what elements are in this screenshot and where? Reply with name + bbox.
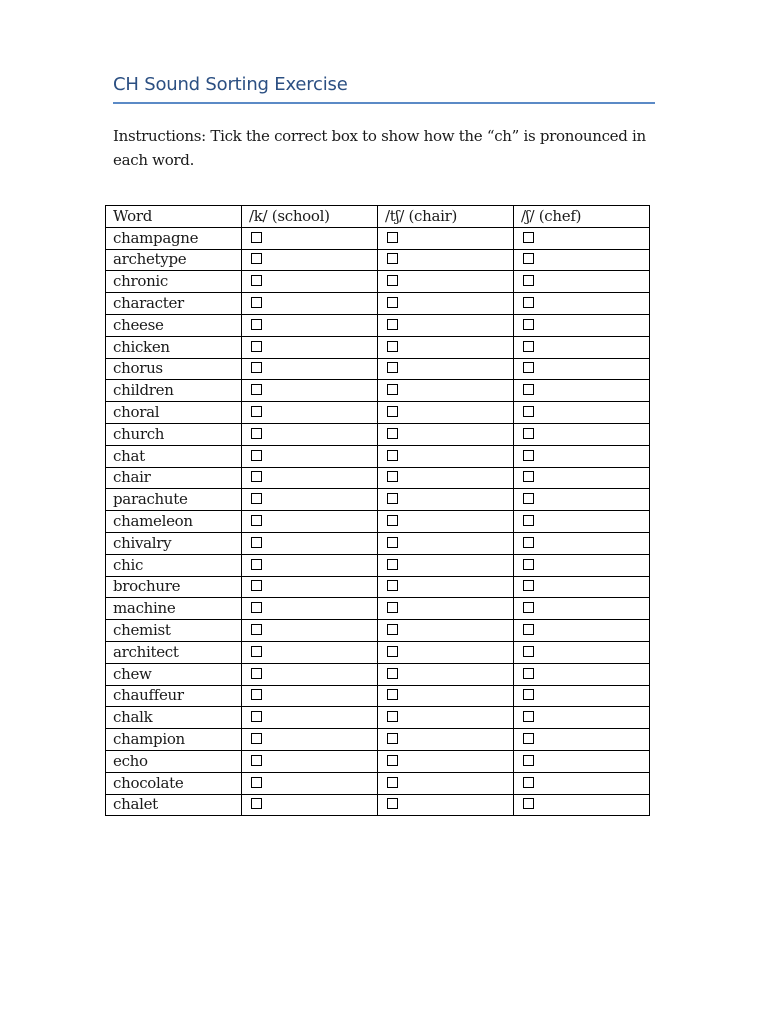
checkbox-cell-tsh-sound xyxy=(378,489,514,511)
checkbox-cell-k-sound xyxy=(242,641,378,663)
checkbox-icon[interactable] xyxy=(387,777,398,788)
checkbox-icon[interactable] xyxy=(523,297,534,308)
checkbox-cell-k-sound xyxy=(242,511,378,533)
table-row xyxy=(106,511,650,533)
table-row xyxy=(106,620,650,642)
checkbox-icon[interactable] xyxy=(387,297,398,308)
word-cell: parachute xyxy=(106,489,242,511)
checkbox-icon[interactable] xyxy=(523,580,534,591)
checkbox-cell-sh-sound xyxy=(514,271,650,293)
checkbox-icon[interactable] xyxy=(523,602,534,613)
checkbox-cell-k-sound xyxy=(242,576,378,598)
checkbox-cell-sh-sound xyxy=(514,532,650,554)
table-row xyxy=(106,358,650,380)
checkbox-icon[interactable] xyxy=(251,559,262,570)
word-cell: chicken xyxy=(106,336,242,358)
header-tsh-sound: /tʃ/ (chair) xyxy=(378,206,514,228)
checkbox-icon[interactable] xyxy=(387,319,398,330)
checkbox-icon[interactable] xyxy=(387,275,398,286)
checkbox-cell-sh-sound xyxy=(514,511,650,533)
table-row xyxy=(106,707,650,729)
checkbox-cell-sh-sound xyxy=(514,554,650,576)
checkbox-cell-tsh-sound xyxy=(378,794,514,816)
checkbox-cell-k-sound xyxy=(242,532,378,554)
checkbox-icon[interactable] xyxy=(523,755,534,766)
checkbox-icon[interactable] xyxy=(251,515,262,526)
checkbox-cell-k-sound xyxy=(242,663,378,685)
table-row xyxy=(106,489,650,511)
table-row xyxy=(106,750,650,772)
checkbox-icon[interactable] xyxy=(251,537,262,548)
checkbox-cell-k-sound xyxy=(242,750,378,772)
checkbox-cell-k-sound xyxy=(242,423,378,445)
checkbox-icon[interactable] xyxy=(523,319,534,330)
table-row xyxy=(106,554,650,576)
checkbox-icon[interactable] xyxy=(251,493,262,504)
checkbox-icon[interactable] xyxy=(387,471,398,482)
checkbox-cell-sh-sound xyxy=(514,576,650,598)
checkbox-cell-tsh-sound xyxy=(378,336,514,358)
checkbox-cell-k-sound xyxy=(242,598,378,620)
checkbox-icon[interactable] xyxy=(251,384,262,395)
checkbox-cell-tsh-sound xyxy=(378,772,514,794)
checkbox-icon[interactable] xyxy=(251,471,262,482)
table-row xyxy=(106,467,650,489)
checkbox-cell-tsh-sound xyxy=(378,314,514,336)
checkbox-icon[interactable] xyxy=(387,689,398,700)
checkbox-icon[interactable] xyxy=(251,297,262,308)
header-sh-sound: /ʃ/ (chef) xyxy=(514,206,650,228)
table-row xyxy=(106,271,650,293)
document-title: CH Sound Sorting Exercise xyxy=(113,74,348,95)
checkbox-icon[interactable] xyxy=(251,275,262,286)
checkbox-cell-sh-sound xyxy=(514,402,650,424)
word-cell: architect xyxy=(106,641,242,663)
checkbox-cell-sh-sound xyxy=(514,423,650,445)
checkbox-icon[interactable] xyxy=(387,362,398,373)
checkbox-icon[interactable] xyxy=(251,602,262,613)
checkbox-icon[interactable] xyxy=(387,537,398,548)
table-row xyxy=(106,227,650,249)
checkbox-icon[interactable] xyxy=(387,341,398,352)
checkbox-cell-sh-sound xyxy=(514,750,650,772)
checkbox-icon[interactable] xyxy=(251,428,262,439)
checkbox-icon[interactable] xyxy=(523,253,534,264)
word-cell: chat xyxy=(106,445,242,467)
table-row xyxy=(106,249,650,271)
header-row xyxy=(106,206,650,228)
title-divider xyxy=(113,102,655,104)
checkbox-cell-k-sound xyxy=(242,314,378,336)
word-cell: children xyxy=(106,380,242,402)
checkbox-icon[interactable] xyxy=(251,341,262,352)
checkbox-cell-tsh-sound xyxy=(378,249,514,271)
table-row xyxy=(106,445,650,467)
checkbox-cell-sh-sound xyxy=(514,314,650,336)
checkbox-cell-k-sound xyxy=(242,707,378,729)
word-cell: champagne xyxy=(106,227,242,249)
checkbox-icon[interactable] xyxy=(251,253,262,264)
checkbox-cell-k-sound xyxy=(242,227,378,249)
checkbox-cell-tsh-sound xyxy=(378,707,514,729)
checkbox-icon[interactable] xyxy=(251,646,262,657)
checkbox-cell-tsh-sound xyxy=(378,729,514,751)
checkbox-icon[interactable] xyxy=(251,711,262,722)
checkbox-cell-k-sound xyxy=(242,685,378,707)
checkbox-icon[interactable] xyxy=(523,275,534,286)
checkbox-icon[interactable] xyxy=(523,232,534,243)
checkbox-cell-tsh-sound xyxy=(378,445,514,467)
checkbox-icon[interactable] xyxy=(523,450,534,461)
word-cell: echo xyxy=(106,750,242,772)
checkbox-icon[interactable] xyxy=(523,362,534,373)
checkbox-cell-sh-sound xyxy=(514,598,650,620)
word-cell: cheese xyxy=(106,314,242,336)
instructions-text: Instructions: Tick the correct box to show how the “ch” is pronounced in each word. xyxy=(113,127,646,169)
checkbox-cell-k-sound xyxy=(242,293,378,315)
word-cell: chauffeur xyxy=(106,685,242,707)
checkbox-icon[interactable] xyxy=(251,362,262,373)
checkbox-cell-tsh-sound xyxy=(378,532,514,554)
checkbox-icon[interactable] xyxy=(523,537,534,548)
checkbox-icon[interactable] xyxy=(523,777,534,788)
checkbox-icon[interactable] xyxy=(387,668,398,679)
checkbox-icon[interactable] xyxy=(387,450,398,461)
checkbox-icon[interactable] xyxy=(387,428,398,439)
checkbox-icon[interactable] xyxy=(387,232,398,243)
checkbox-icon[interactable] xyxy=(387,384,398,395)
word-cell: chalk xyxy=(106,707,242,729)
word-cell: chameleon xyxy=(106,511,242,533)
word-cell: chair xyxy=(106,467,242,489)
table-row xyxy=(106,402,650,424)
checkbox-cell-k-sound xyxy=(242,467,378,489)
word-cell: chocolate xyxy=(106,772,242,794)
checkbox-cell-k-sound xyxy=(242,358,378,380)
checkbox-icon[interactable] xyxy=(387,406,398,417)
word-cell: champion xyxy=(106,729,242,751)
checkbox-icon[interactable] xyxy=(387,646,398,657)
checkbox-icon[interactable] xyxy=(251,580,262,591)
checkbox-icon[interactable] xyxy=(523,471,534,482)
word-cell: choral xyxy=(106,402,242,424)
checkbox-icon[interactable] xyxy=(251,777,262,788)
checkbox-cell-tsh-sound xyxy=(378,380,514,402)
checkbox-icon[interactable] xyxy=(523,384,534,395)
checkbox-cell-sh-sound xyxy=(514,445,650,467)
table-row xyxy=(106,314,650,336)
table-row xyxy=(106,641,650,663)
ch-sound-table xyxy=(105,205,650,816)
checkbox-cell-tsh-sound xyxy=(378,293,514,315)
table-row xyxy=(106,532,650,554)
checkbox-icon[interactable] xyxy=(523,624,534,635)
checkbox-cell-sh-sound xyxy=(514,663,650,685)
checkbox-icon[interactable] xyxy=(387,711,398,722)
checkbox-icon[interactable] xyxy=(523,646,534,657)
table-row xyxy=(106,794,650,816)
checkbox-icon[interactable] xyxy=(387,624,398,635)
checkbox-cell-k-sound xyxy=(242,794,378,816)
checkbox-cell-k-sound xyxy=(242,380,378,402)
checkbox-cell-sh-sound xyxy=(514,358,650,380)
table-row xyxy=(106,598,650,620)
checkbox-icon[interactable] xyxy=(251,624,262,635)
checkbox-cell-tsh-sound xyxy=(378,402,514,424)
checkbox-cell-tsh-sound xyxy=(378,598,514,620)
word-cell: machine xyxy=(106,598,242,620)
checkbox-icon[interactable] xyxy=(251,319,262,330)
word-cell: character xyxy=(106,293,242,315)
checkbox-cell-tsh-sound xyxy=(378,554,514,576)
word-cell: chic xyxy=(106,554,242,576)
checkbox-icon[interactable] xyxy=(523,711,534,722)
checkbox-cell-tsh-sound xyxy=(378,467,514,489)
checkbox-icon[interactable] xyxy=(387,602,398,613)
checkbox-cell-k-sound xyxy=(242,554,378,576)
checkbox-icon[interactable] xyxy=(251,755,262,766)
checkbox-cell-tsh-sound xyxy=(378,358,514,380)
checkbox-cell-sh-sound xyxy=(514,794,650,816)
checkbox-cell-tsh-sound xyxy=(378,685,514,707)
checkbox-cell-sh-sound xyxy=(514,227,650,249)
table-row xyxy=(106,663,650,685)
checkbox-icon[interactable] xyxy=(523,733,534,744)
checkbox-cell-sh-sound xyxy=(514,293,650,315)
checkbox-cell-tsh-sound xyxy=(378,271,514,293)
table-row xyxy=(106,293,650,315)
table-row xyxy=(106,729,650,751)
word-cell: chemist xyxy=(106,620,242,642)
checkbox-icon[interactable] xyxy=(387,515,398,526)
word-cell: church xyxy=(106,423,242,445)
checkbox-cell-k-sound xyxy=(242,489,378,511)
checkbox-cell-sh-sound xyxy=(514,685,650,707)
checkbox-cell-sh-sound xyxy=(514,772,650,794)
checkbox-icon[interactable] xyxy=(387,559,398,570)
checkbox-icon[interactable] xyxy=(251,668,262,679)
checkbox-cell-k-sound xyxy=(242,271,378,293)
word-cell: chew xyxy=(106,663,242,685)
checkbox-icon[interactable] xyxy=(523,428,534,439)
checkbox-cell-sh-sound xyxy=(514,249,650,271)
checkbox-icon[interactable] xyxy=(251,450,262,461)
checkbox-icon[interactable] xyxy=(387,755,398,766)
checkbox-cell-k-sound xyxy=(242,445,378,467)
checkbox-icon[interactable] xyxy=(251,689,262,700)
checkbox-cell-k-sound xyxy=(242,772,378,794)
checkbox-icon[interactable] xyxy=(387,733,398,744)
checkbox-cell-sh-sound xyxy=(514,641,650,663)
checkbox-cell-k-sound xyxy=(242,729,378,751)
checkbox-icon[interactable] xyxy=(251,798,262,809)
checkbox-cell-sh-sound xyxy=(514,707,650,729)
table-row xyxy=(106,576,650,598)
word-cell: brochure xyxy=(106,576,242,598)
word-cell: chalet xyxy=(106,794,242,816)
table-row xyxy=(106,685,650,707)
checkbox-icon[interactable] xyxy=(387,798,398,809)
checkbox-cell-k-sound xyxy=(242,402,378,424)
checkbox-cell-sh-sound xyxy=(514,380,650,402)
checkbox-cell-k-sound xyxy=(242,620,378,642)
checkbox-icon[interactable] xyxy=(523,515,534,526)
checkbox-icon[interactable] xyxy=(251,406,262,417)
checkbox-icon[interactable] xyxy=(251,232,262,243)
checkbox-cell-sh-sound xyxy=(514,467,650,489)
checkbox-icon[interactable] xyxy=(523,493,534,504)
checkbox-icon[interactable] xyxy=(251,733,262,744)
checkbox-icon[interactable] xyxy=(523,341,534,352)
checkbox-cell-sh-sound xyxy=(514,620,650,642)
checkbox-icon[interactable] xyxy=(387,253,398,264)
checkbox-cell-tsh-sound xyxy=(378,750,514,772)
word-cell: archetype xyxy=(106,249,242,271)
word-cell: chivalry xyxy=(106,532,242,554)
checkbox-icon[interactable] xyxy=(523,559,534,570)
header-word: Word xyxy=(106,206,242,228)
word-cell: chronic xyxy=(106,271,242,293)
table-row xyxy=(106,336,650,358)
table-row xyxy=(106,423,650,445)
checkbox-icon[interactable] xyxy=(387,580,398,591)
checkbox-cell-k-sound xyxy=(242,249,378,271)
table-row xyxy=(106,380,650,402)
checkbox-cell-tsh-sound xyxy=(378,620,514,642)
checkbox-cell-tsh-sound xyxy=(378,227,514,249)
header-k-sound: /k/ (school) xyxy=(242,206,378,228)
checkbox-cell-sh-sound xyxy=(514,489,650,511)
word-rows xyxy=(106,227,650,816)
checkbox-cell-tsh-sound xyxy=(378,663,514,685)
checkbox-cell-sh-sound xyxy=(514,336,650,358)
checkbox-icon[interactable] xyxy=(387,493,398,504)
checkbox-icon[interactable] xyxy=(523,689,534,700)
checkbox-icon[interactable] xyxy=(523,798,534,809)
word-cell: chorus xyxy=(106,358,242,380)
checkbox-icon[interactable] xyxy=(523,668,534,679)
checkbox-cell-tsh-sound xyxy=(378,641,514,663)
checkbox-cell-tsh-sound xyxy=(378,576,514,598)
checkbox-icon[interactable] xyxy=(523,406,534,417)
checkbox-cell-sh-sound xyxy=(514,729,650,751)
checkbox-cell-tsh-sound xyxy=(378,511,514,533)
checkbox-cell-tsh-sound xyxy=(378,423,514,445)
checkbox-cell-k-sound xyxy=(242,336,378,358)
table-row xyxy=(106,772,650,794)
